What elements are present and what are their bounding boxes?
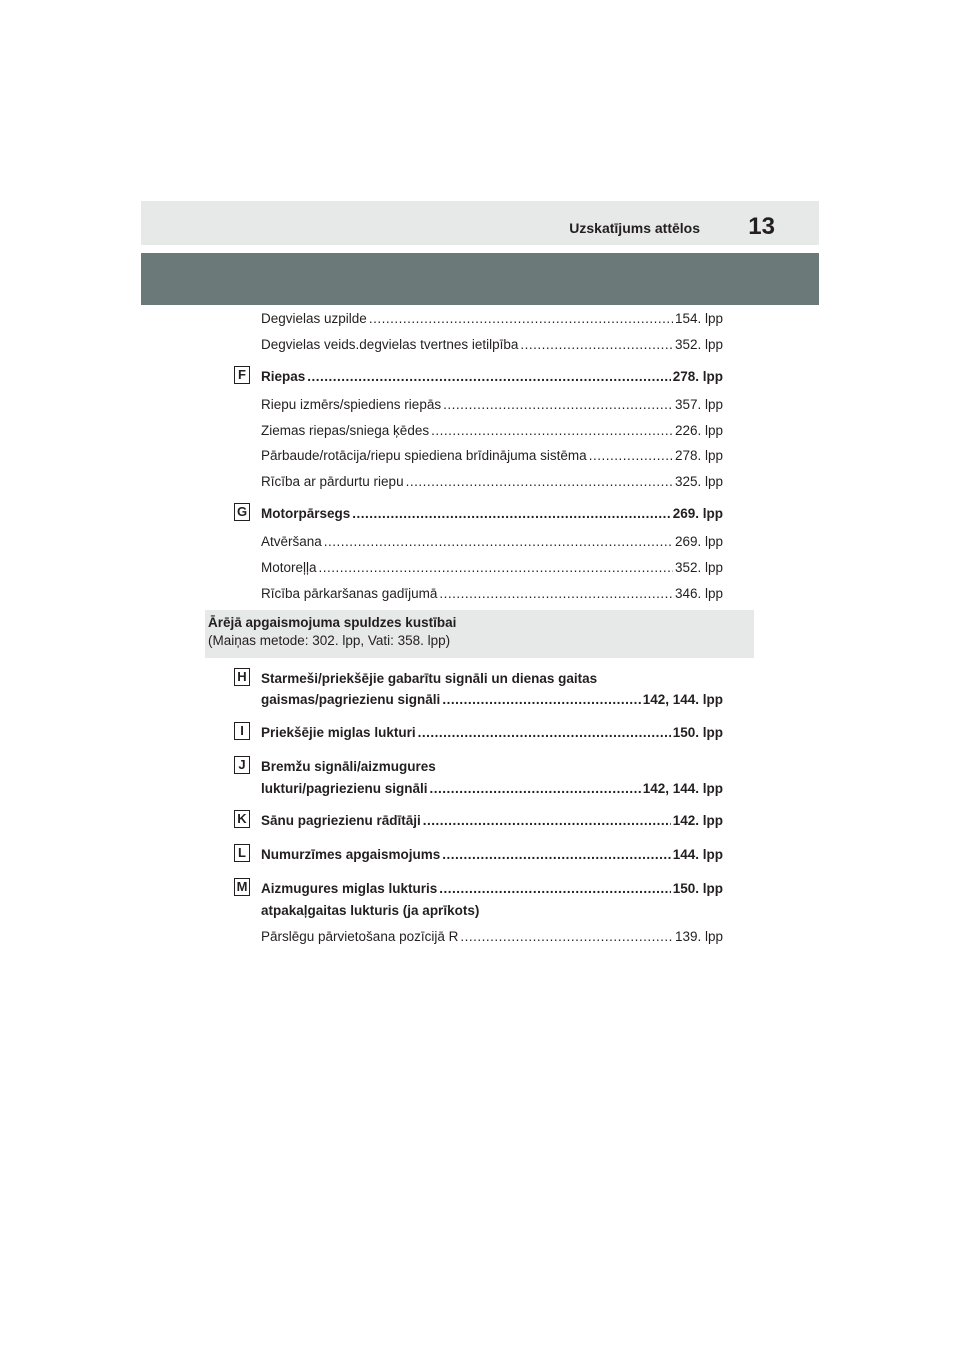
leader-dots	[319, 559, 673, 577]
marker-i: I	[234, 722, 250, 740]
toc-entry-tire-size[interactable]	[261, 396, 723, 414]
toc-entry-engine-oil[interactable]	[261, 559, 723, 577]
toc-entry-brake-lights[interactable]	[261, 780, 723, 798]
entry-label: gaismas/pagriezienu signāli	[261, 692, 441, 707]
entry-label: Riepas	[261, 369, 306, 384]
entry-label: Degvielas veids.degvielas tvertnes ietilpība	[261, 337, 519, 352]
entry-page: 142, 144. lpp	[642, 781, 723, 796]
leader-dots	[442, 846, 670, 864]
leader-dots	[431, 422, 673, 440]
leader-dots	[352, 505, 670, 523]
entry-label: lukturi/pagriezienu signāli	[261, 781, 428, 796]
entry-label-line1[interactable]: Starmeši/priekšējie gabarītu signāli un dienas gaitas	[261, 671, 598, 686]
toc-entry-fuel-filler[interactable]	[261, 310, 723, 328]
toc-entry-fog-rear[interactable]	[261, 880, 723, 898]
entry-label: Riepu izmērs/spiediens riepās	[261, 397, 442, 412]
header-bar	[141, 201, 819, 245]
header-title: Uzskatījums attēlos	[569, 220, 700, 236]
entry-label: Rīcība pārkaršanas gadījumā	[261, 586, 438, 601]
leader-dots	[423, 812, 671, 830]
entry-page: 325. lpp	[674, 474, 723, 489]
toc-entry-winter-tires[interactable]	[261, 422, 723, 440]
entry-page: 144. lpp	[672, 847, 723, 862]
entry-page: 142, 144. lpp	[642, 692, 723, 707]
entry-label: Motorpārsegs	[261, 506, 351, 521]
section-subtitle: (Maiņas metode: 302. lpp, Vati: 358. lpp)	[208, 633, 451, 648]
section-title: Ārējā apgaismojuma spuldzes kustībai	[208, 615, 457, 630]
entry-page: 357. lpp	[674, 397, 723, 412]
toc-entry-headlights[interactable]	[261, 691, 723, 709]
leader-dots	[324, 533, 673, 551]
page-number: 13	[748, 213, 775, 240]
leader-dots	[443, 396, 673, 414]
entry-label: Priekšējie miglas lukturi	[261, 725, 416, 740]
marker-h: H	[234, 668, 250, 686]
entry-label-line1[interactable]: Bremžu signāli/aizmugures	[261, 759, 436, 774]
entry-label: Ziemas riepas/sniega ķēdes	[261, 423, 430, 438]
toc-entry-fog-front[interactable]	[261, 724, 723, 742]
entry-page: 154. lpp	[674, 311, 723, 326]
toc-entry-overheating[interactable]	[261, 585, 723, 603]
toc-entry-opening[interactable]	[261, 533, 723, 551]
entry-page: 352. lpp	[674, 560, 723, 575]
marker-f: F	[234, 366, 250, 384]
entry-label: Rīcība ar pārdurtu riepu	[261, 474, 404, 489]
marker-m: M	[234, 878, 250, 896]
marker-j: J	[234, 756, 250, 774]
entry-page: 269. lpp	[672, 506, 723, 521]
entry-label: Atvēršana	[261, 534, 322, 549]
leader-dots	[418, 724, 671, 742]
toc-entry-fuel-type[interactable]	[261, 336, 723, 354]
entry-page: 346. lpp	[674, 586, 723, 601]
entry-page: 139. lpp	[674, 929, 723, 944]
toc-entry-tires[interactable]	[261, 368, 723, 386]
marker-g: G	[234, 503, 250, 521]
toc-entry-shift-r[interactable]	[261, 928, 723, 946]
entry-page: 352. lpp	[674, 337, 723, 352]
leader-dots	[460, 928, 673, 946]
entry-page: 278. lpp	[672, 369, 723, 384]
entry-label: Pārbaude/rotācija/riepu spiediena brīdinājuma sistēma	[261, 448, 587, 463]
leader-dots	[439, 585, 673, 603]
marker-k: K	[234, 810, 250, 828]
entry-label: Motoreļļa	[261, 560, 317, 575]
leader-dots	[406, 473, 673, 491]
entry-label: Numurzīmes apgaismojums	[261, 847, 441, 862]
toc-entry-tire-check[interactable]	[261, 447, 723, 465]
entry-label: Pārslēgu pārvietošana pozīcijā R	[261, 929, 459, 944]
toc-entry-plate-lights[interactable]	[261, 846, 723, 864]
marker-l: L	[234, 844, 250, 862]
entry-page: 269. lpp	[674, 534, 723, 549]
entry-page: 150. lpp	[672, 725, 723, 740]
entry-label: Degvielas uzpilde	[261, 311, 367, 326]
leader-dots	[439, 880, 670, 898]
entry-label-line2[interactable]: atpakaļgaitas lukturis (ja aprīkots)	[261, 903, 480, 918]
leader-dots	[369, 310, 673, 328]
leader-dots	[520, 336, 673, 354]
entry-page: 150. lpp	[672, 881, 723, 896]
entry-page: 226. lpp	[674, 423, 723, 438]
leader-dots	[307, 368, 670, 386]
toc-entry-hood[interactable]	[261, 505, 723, 523]
header-band	[141, 253, 819, 305]
entry-label: Aizmugures miglas lukturis	[261, 881, 438, 896]
leader-dots	[589, 447, 673, 465]
toc-entry-side-indicators[interactable]	[261, 812, 723, 830]
section-header	[205, 610, 754, 658]
toc-entry-flat-tire[interactable]	[261, 473, 723, 491]
leader-dots	[430, 780, 641, 798]
entry-page: 142. lpp	[672, 813, 723, 828]
entry-label: Sānu pagriezienu rādītāji	[261, 813, 421, 828]
leader-dots	[442, 691, 640, 709]
entry-page: 278. lpp	[674, 448, 723, 463]
